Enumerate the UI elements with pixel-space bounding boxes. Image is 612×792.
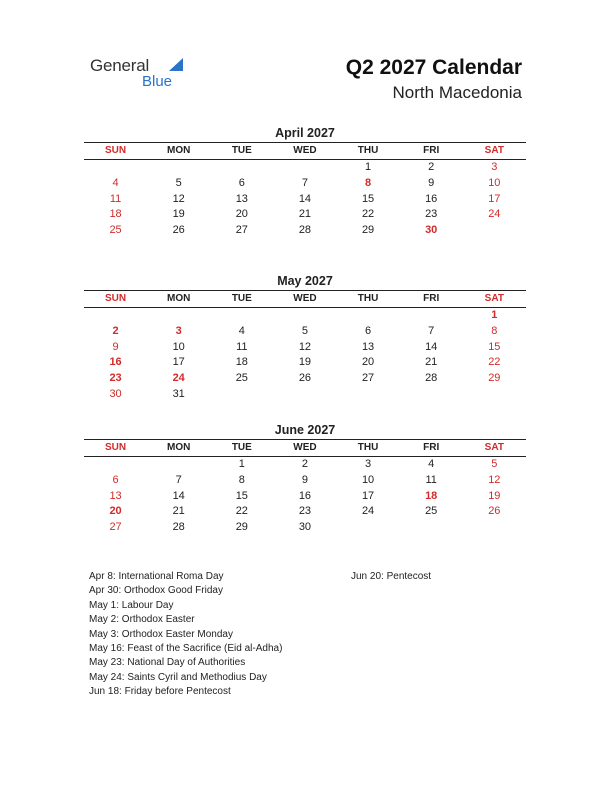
day-cell: 22 xyxy=(488,356,501,369)
day-cell: 16 xyxy=(425,192,438,205)
day-cell: 17 xyxy=(172,356,185,369)
day-cell: 8 xyxy=(491,324,498,337)
weekday-label: FRI xyxy=(423,145,440,156)
day-cell: 27 xyxy=(361,372,375,385)
weekday-label: SAT xyxy=(484,145,504,156)
day-cell: 28 xyxy=(425,372,438,385)
day-cell: 12 xyxy=(488,473,501,486)
weekday-label: TUE xyxy=(231,442,252,453)
week-row xyxy=(84,489,526,505)
generalblue-logo xyxy=(90,56,200,92)
holiday-item: May 24: Saints Cyril and Methodius Day xyxy=(89,671,267,683)
day-cell: 15 xyxy=(361,192,375,205)
day-cell: 30 xyxy=(425,224,438,237)
country-subtitle: North Macedonia xyxy=(392,83,522,102)
holiday-item: Jun 18: Friday before Pentecost xyxy=(89,686,231,698)
day-cell: 8 xyxy=(238,473,245,486)
week-row xyxy=(84,340,526,356)
weekday-label: SAT xyxy=(484,442,504,453)
day-cell: 14 xyxy=(172,489,185,502)
day-cell: 18 xyxy=(235,356,248,369)
weekday-header-row xyxy=(84,143,526,160)
logo-blue-text: Blue xyxy=(142,73,173,90)
weekday-label: SUN xyxy=(105,145,127,156)
day-cell xyxy=(210,308,273,324)
week-row xyxy=(84,387,526,403)
day-cell xyxy=(463,387,526,403)
day-cell: 26 xyxy=(172,224,185,237)
day-cell: 1 xyxy=(365,161,372,173)
day-cell: 12 xyxy=(298,340,312,353)
day-cell: 3 xyxy=(491,161,498,173)
day-cell xyxy=(273,387,336,403)
day-cell: 11 xyxy=(425,473,437,486)
weekday-label: FRI xyxy=(423,293,440,304)
week-row xyxy=(84,207,526,223)
day-cell: 21 xyxy=(298,208,312,221)
weekday-label: SUN xyxy=(105,293,127,304)
day-cell: 15 xyxy=(235,489,248,502)
day-cell: 20 xyxy=(109,505,122,518)
month-june xyxy=(84,422,526,536)
day-cell: 19 xyxy=(298,356,312,369)
day-cell: 9 xyxy=(428,176,435,189)
holiday-item: May 2: Orthodox Easter xyxy=(89,614,195,626)
day-cell: 13 xyxy=(235,192,248,205)
day-cell xyxy=(337,308,400,324)
day-cell: 9 xyxy=(301,473,308,486)
day-cell: 26 xyxy=(298,372,312,385)
day-cell: 20 xyxy=(235,208,248,221)
holiday-item: May 23: National Day of Authorities xyxy=(89,657,246,669)
day-cell: 31 xyxy=(172,387,185,400)
holiday-item: May 1: Labour Day xyxy=(89,599,174,611)
day-cell: 7 xyxy=(175,473,182,486)
day-cell: 4 xyxy=(428,458,435,470)
day-cell: 5 xyxy=(301,324,308,337)
day-cell: 10 xyxy=(172,340,185,353)
weekday-label: THU xyxy=(357,442,379,453)
day-cell: 22 xyxy=(235,505,248,518)
month-may xyxy=(84,273,526,403)
day-cell: 3 xyxy=(175,324,182,337)
weekday-label: SUN xyxy=(105,442,127,453)
day-cell: 5 xyxy=(491,458,498,470)
day-cell: 11 xyxy=(109,192,122,205)
day-cell: 15 xyxy=(488,340,501,353)
holiday-list-right xyxy=(351,570,431,584)
weekday-label: THU xyxy=(357,293,379,304)
week-row xyxy=(84,457,526,473)
holiday-item: Apr 8: International Roma Day xyxy=(89,571,224,582)
logo-flag-icon xyxy=(169,58,183,71)
day-cell: 28 xyxy=(172,521,185,534)
day-cell: 6 xyxy=(238,176,245,189)
day-cell: 12 xyxy=(172,192,185,205)
day-cell: 6 xyxy=(112,473,119,486)
week-row xyxy=(84,355,526,371)
weekday-label: TUE xyxy=(231,145,252,156)
holiday-item: May 3: Orthodox Easter Monday xyxy=(89,628,233,640)
day-cell xyxy=(147,308,210,324)
weekday-label: FRI xyxy=(423,442,440,453)
day-cell xyxy=(84,457,147,473)
day-cell: 13 xyxy=(109,489,122,502)
day-cell: 16 xyxy=(109,356,122,369)
weekday-header-row xyxy=(84,440,526,457)
weekday-label: WED xyxy=(293,442,317,453)
day-cell: 24 xyxy=(361,505,375,518)
weekday-label: MON xyxy=(167,442,191,453)
day-cell: 16 xyxy=(298,489,312,502)
day-cell: 26 xyxy=(488,505,501,518)
day-cell: 25 xyxy=(425,505,438,518)
day-cell: 30 xyxy=(298,521,312,534)
page-title: Q2 2027 Calendar xyxy=(345,56,522,79)
day-cell: 6 xyxy=(365,324,372,337)
day-cell: 23 xyxy=(109,372,122,385)
day-cell: 18 xyxy=(109,208,122,221)
day-cell: 14 xyxy=(298,192,312,205)
month-title: May 2027 xyxy=(277,274,333,288)
day-cell: 19 xyxy=(172,208,185,221)
weekday-label: WED xyxy=(293,145,317,156)
day-cell: 25 xyxy=(109,224,122,237)
week-row xyxy=(84,520,526,536)
day-cell xyxy=(463,520,526,536)
day-cell xyxy=(463,223,526,239)
day-cell: 7 xyxy=(428,324,435,337)
month-title: April 2027 xyxy=(275,126,335,140)
day-cell: 1 xyxy=(238,458,245,470)
day-cell: 2 xyxy=(428,161,435,173)
day-cell: 29 xyxy=(235,521,248,534)
day-cell: 24 xyxy=(488,208,501,221)
day-cell: 23 xyxy=(425,208,438,221)
day-cell xyxy=(337,387,400,403)
day-cell xyxy=(273,308,336,324)
day-cell: 19 xyxy=(488,489,501,502)
day-cell: 2 xyxy=(112,324,119,337)
day-cell: 20 xyxy=(361,356,375,369)
week-row xyxy=(84,324,526,340)
day-cell xyxy=(400,387,463,403)
weekday-label: MON xyxy=(167,145,191,156)
day-cell: 29 xyxy=(488,372,501,385)
day-cell: 9 xyxy=(112,340,119,353)
month-april xyxy=(84,125,526,239)
day-cell xyxy=(147,160,210,176)
day-cell: 22 xyxy=(361,208,375,221)
day-cell xyxy=(84,160,147,176)
week-row xyxy=(84,371,526,387)
weekday-label: SAT xyxy=(484,293,504,304)
holiday-item: Jun 20: Pentecost xyxy=(351,571,432,582)
day-cell: 11 xyxy=(236,340,248,353)
day-cell: 10 xyxy=(361,473,375,486)
day-cell xyxy=(400,308,463,324)
week-row xyxy=(84,473,526,489)
day-cell: 18 xyxy=(425,489,438,502)
day-cell: 14 xyxy=(425,340,438,353)
day-cell: 23 xyxy=(298,505,312,518)
weekday-header-row xyxy=(84,291,526,308)
holiday-item: May 16: Feast of the Sacrifice (Eid al-Adha) xyxy=(89,643,283,655)
day-cell: 17 xyxy=(488,192,501,205)
weekday-label: MON xyxy=(167,293,191,304)
day-cell: 5 xyxy=(175,176,182,189)
day-cell: 10 xyxy=(488,176,501,189)
day-cell: 29 xyxy=(361,224,375,237)
day-cell: 25 xyxy=(235,372,248,385)
week-row xyxy=(84,223,526,239)
day-cell: 24 xyxy=(172,372,185,385)
day-cell xyxy=(147,457,210,473)
weekday-label: TUE xyxy=(231,293,252,304)
day-cell: 21 xyxy=(172,505,185,518)
holiday-list-left xyxy=(89,570,282,700)
week-row xyxy=(84,504,526,520)
weekday-label: THU xyxy=(357,145,379,156)
day-cell: 2 xyxy=(301,458,308,470)
day-cell: 13 xyxy=(361,340,375,353)
day-cell: 17 xyxy=(361,489,375,502)
week-row xyxy=(84,308,526,324)
day-cell xyxy=(337,520,400,536)
day-cell: 4 xyxy=(112,176,119,189)
day-cell xyxy=(84,308,147,324)
day-cell: 30 xyxy=(109,387,122,400)
day-cell: 27 xyxy=(235,224,248,237)
day-cell: 8 xyxy=(365,176,372,189)
day-cell: 21 xyxy=(425,356,438,369)
weekday-label: WED xyxy=(293,293,317,304)
day-cell: 1 xyxy=(491,309,498,321)
day-cell: 4 xyxy=(238,324,245,337)
month-title: June 2027 xyxy=(274,423,336,437)
day-cell xyxy=(210,160,273,176)
week-row xyxy=(84,192,526,208)
day-cell xyxy=(210,387,273,403)
day-cell: 3 xyxy=(365,458,372,470)
week-row xyxy=(84,160,526,176)
day-cell xyxy=(400,520,463,536)
day-cell: 28 xyxy=(298,224,312,237)
day-cell xyxy=(273,160,336,176)
day-cell: 27 xyxy=(109,521,122,534)
day-cell: 7 xyxy=(301,176,308,189)
week-row xyxy=(84,176,526,192)
holiday-item: Apr 30: Orthodox Good Friday xyxy=(89,585,223,597)
logo-general-text: General xyxy=(90,56,150,75)
